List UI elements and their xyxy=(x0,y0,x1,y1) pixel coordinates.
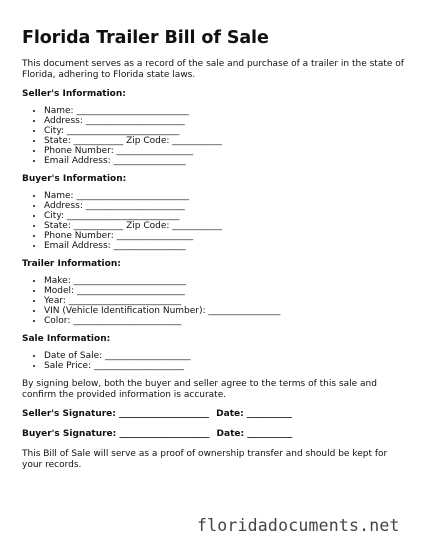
agreement-paragraph: By signing below, both the buyer and seller agree to the terms of this sale and confirm the provided information is accurate. xyxy=(22,379,377,400)
seller-list xyxy=(22,106,407,166)
buyer-state-zip-field: • State: ___________ Zip Code: ___________ xyxy=(44,221,407,231)
seller-signature-date: Date: __________ xyxy=(216,409,292,419)
trailer-vin-field: • VIN (Vehicle Identification Number): ________________ xyxy=(44,306,407,316)
seller-phone-field: • Phone Number: _________________ xyxy=(44,146,407,156)
document-title: Florida Trailer Bill of Sale xyxy=(22,28,269,48)
buyer-heading: Buyer's Information: xyxy=(22,174,127,184)
buyer-phone-field: • Phone Number: _________________ xyxy=(44,231,407,241)
trailer-color-field: • Color: ________________________ xyxy=(44,316,407,326)
sale-price-field: • Sale Price: ____________________ xyxy=(44,361,407,371)
document-page xyxy=(22,28,407,479)
buyer-email-field: • Email Address: ________________ xyxy=(44,241,407,251)
sale-list xyxy=(22,351,407,371)
sale-heading: Sale Information: xyxy=(22,334,111,344)
buyer-signature-date: Date: __________ xyxy=(216,429,293,439)
trailer-model-field: • Model: ________________________ xyxy=(44,286,407,296)
seller-state-zip-field: • State: ___________ Zip Code: ___________ xyxy=(44,136,407,146)
trailer-list xyxy=(22,276,407,326)
buyer-city-field: • City: _________________________ xyxy=(44,211,407,221)
seller-address-field: • Address: ______________________ xyxy=(44,116,407,126)
buyer-signature-line xyxy=(22,429,407,440)
seller-signature-line xyxy=(22,409,407,420)
trailer-heading: Trailer Information: xyxy=(22,259,121,269)
seller-email-field: • Email Address: ________________ xyxy=(44,156,407,166)
seller-signature-label: Seller's Signature: ____________________ xyxy=(22,409,210,419)
sale-date-field: • Date of Sale: ___________________ xyxy=(44,351,407,361)
trailer-year-field: • Year: _________________________ xyxy=(44,296,407,306)
seller-name-field: • Name: _________________________ xyxy=(44,106,407,116)
buyer-name-field: • Name: _________________________ xyxy=(44,191,407,201)
buyer-address-field: • Address: ______________________ xyxy=(44,201,407,211)
buyer-list xyxy=(22,191,407,251)
trailer-make-field: • Make: _________________________ xyxy=(44,276,407,286)
site-watermark: floridadocuments.net xyxy=(197,516,400,535)
buyer-signature-label: Buyer's Signature: ____________________ xyxy=(22,429,210,439)
seller-city-field: • City: _________________________ xyxy=(44,126,407,136)
closing-paragraph: This Bill of Sale will serve as a proof of ownership transfer and should be kept for your records. xyxy=(22,449,388,470)
seller-heading: Seller's Information: xyxy=(22,89,126,99)
intro-paragraph: This document serves as a record of the sale and purchase of a trailer in the state of Florida, adhering to Florida state laws. xyxy=(22,59,404,80)
